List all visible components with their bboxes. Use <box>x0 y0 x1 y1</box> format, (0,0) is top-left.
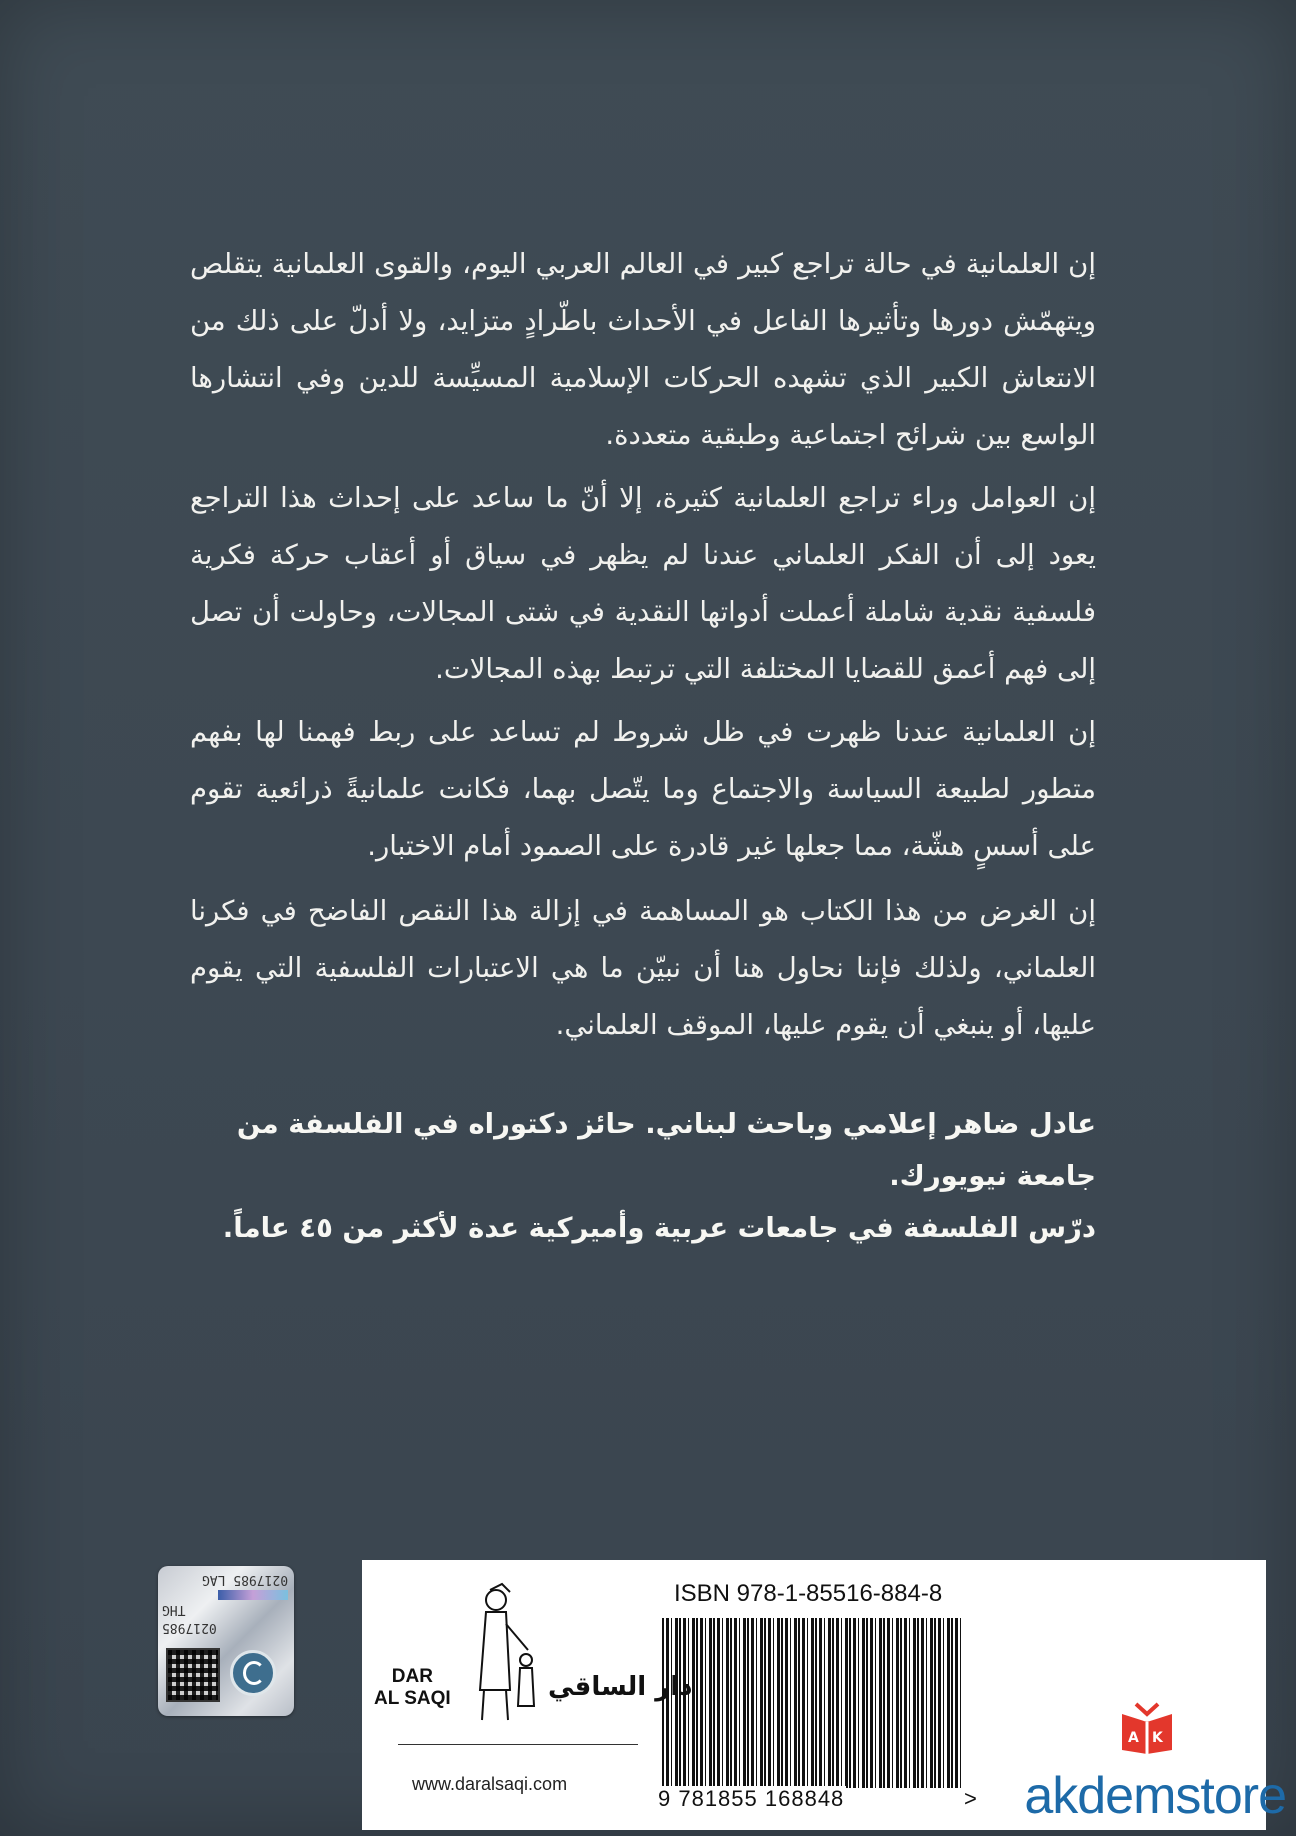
svg-text:K: K <box>1152 1730 1163 1746</box>
publisher-illustration-icon <box>466 1580 542 1728</box>
barcode-digits: 9 781855 168848 <box>658 1786 845 1811</box>
blurb-paragraph-2: إن العوامل وراء تراجع العلمانية كثيرة، إلا أنّ ما ساعد على إحداث هذا التراجع يعود إلى أن الفكر العلماني عندنا لم يظهر في سياق أو أعقاب حركة فكرية فلسفية نقدية شاملة أعملت أدواتها النقدية في شتى المجالات، وحاولت أن تصل إلى فهم أعمق للقضايا المختلفة التي ترتبط بهذه المجالات. <box>190 482 1096 685</box>
publisher-name-en <box>374 1666 451 1710</box>
blurb-paragraph-1: إن العلمانية في حالة تراجع كبير في العالم العربي اليوم، والقوى العلمانية يتقلص ويتهمّش دورها وتأثيرها الفاعل في الأحداث باطّرادٍ متزايد، ولا أدلّ على ذلك من الانتعاش الكبير الذي تشهده الحركات الإسلامية المسيِّسة للدين وفي انتشارها الواسع بين شرائح اجتماعية وطبقية متعددة. <box>190 248 1096 451</box>
publisher-name-ar: دار الساقي <box>548 1672 693 1702</box>
watermark-text: akdemstore <box>1024 1767 1286 1825</box>
publisher-website[interactable]: www.daralsaqi.com <box>412 1774 568 1794</box>
hologram-band-icon <box>218 1590 288 1600</box>
sticker-code-bottom: 0217985 <box>162 1620 217 1635</box>
watermark <box>1000 1700 1290 1830</box>
author-bio-line-2: درّس الفلسفة في جامعات عربية وأميركية عدة لأكثر من ٤٥ عاماً. <box>222 1212 1096 1244</box>
isbn-text: ISBN 978-1-85516-884-8 <box>674 1580 943 1607</box>
svg-text:A: A <box>1128 1730 1139 1746</box>
sticker-code-top: 0217985 LAG <box>201 1572 288 1587</box>
hologram-logo-icon <box>230 1650 276 1696</box>
blurb-paragraph-3: إن العلمانية عندنا ظهرت في ظل شروط لم تساعد على ربط فهمنا لها بفهم متطور لطبيعة السياسة والاجتماع وما يتّصل بهما، فكانت علمانيةً ذرائعية تقوم على أسسٍ هشّة، مما جعلها غير قادرة على الصمود أمام الاختبار. <box>190 716 1096 862</box>
hologram-sticker <box>158 1566 294 1716</box>
publisher-name-en-line-2: AL SAQI <box>374 1688 451 1709</box>
blurb-paragraph-4: إن الغرض من هذا الكتاب هو المساهمة في إزالة هذا النقص الفاضح في فكرنا العلماني، ولذلك فإننا نحاول هنا أن نبيّن ما هي الاعتبارات الفلسفية التي يقوم عليها، أو ينبغي أن يقوم عليها، الموقف العلماني. <box>190 895 1096 1041</box>
barcode <box>662 1618 962 1788</box>
barcode-arrow: > <box>964 1786 977 1811</box>
book-store-icon <box>1118 1700 1176 1754</box>
sticker-code-side: THG <box>162 1602 186 1617</box>
publisher-name-en-line-1: DAR <box>391 1666 433 1687</box>
author-bio-line-1: عادل ضاهر إعلامي وباحث لبناني. حائز دكتوراه في الفلسفة من جامعة نيويورك. <box>236 1108 1096 1192</box>
qr-code-icon <box>166 1648 220 1702</box>
author-bio <box>190 1098 1096 1254</box>
label-divider <box>398 1744 638 1745</box>
